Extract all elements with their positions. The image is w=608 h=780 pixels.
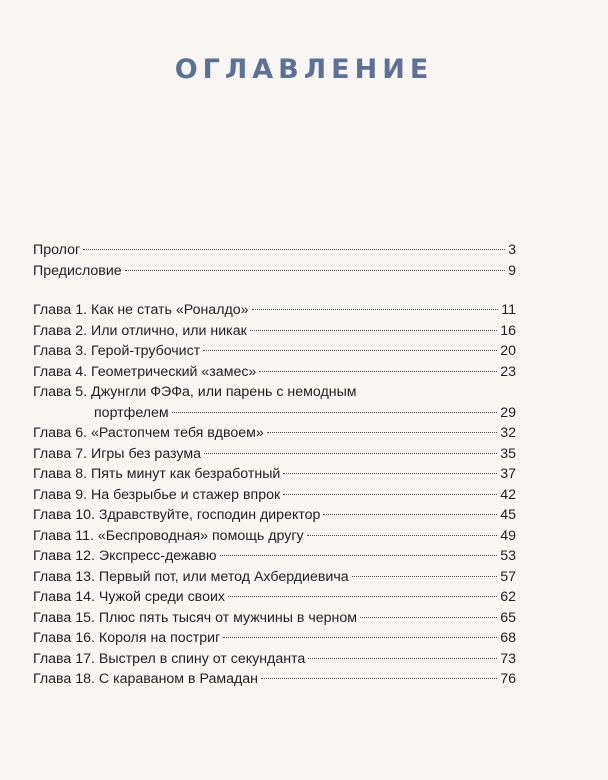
toc-entry-chapter-7[interactable]: [33, 444, 516, 465]
toc-entry-chapter-3[interactable]: [33, 341, 516, 362]
dot-leader: [83, 249, 505, 250]
dot-leader: [308, 658, 497, 659]
toc-entry-chapter-9[interactable]: [33, 485, 516, 506]
toc-entry-label: Глава 4. Геометрический «замес»: [33, 363, 257, 380]
toc-page-number: 29: [500, 404, 516, 421]
toc-entry-label: Глава 2. Или отлично, или никак: [33, 322, 247, 339]
toc-entry-chapter-12[interactable]: [33, 546, 516, 567]
toc-page-number: 11: [501, 302, 516, 318]
toc-entry-chapter-10[interactable]: [33, 505, 516, 526]
toc-entry-label: Глава 17. Выстрел в спину от секунданта: [33, 650, 306, 667]
toc-page-number: 3: [508, 242, 516, 258]
toc-page-number: 76: [500, 671, 516, 687]
toc-entry-chapter-2[interactable]: [33, 321, 516, 342]
toc-entry-preface[interactable]: [33, 261, 516, 282]
toc-entry-chapter-6[interactable]: [33, 423, 516, 444]
toc-entry-label: Глава 7. Игры без разума: [33, 445, 201, 462]
toc-entry-chapter-18[interactable]: [33, 669, 516, 690]
dot-leader: [323, 514, 497, 515]
toc-entry-chapter-16[interactable]: [33, 628, 516, 649]
front-matter-list: [33, 240, 516, 281]
toc-page-number: 23: [500, 363, 516, 380]
toc-entry-label: портфелем: [94, 404, 169, 421]
toc-entry-label: Глава 6. «Растопчем тебя вдвоем»: [33, 425, 264, 441]
toc-entry-label: Глава 18. С караваном в Рамадан: [33, 671, 259, 687]
toc-page-number: 9: [508, 262, 516, 279]
toc-entry-label: Глава 3. Герой-трубочист: [33, 343, 201, 359]
toc-entry-label: Глава 14. Чужой среди своих: [33, 589, 225, 605]
dot-leader: [283, 473, 497, 474]
dot-leader: [172, 412, 498, 413]
toc-entry-label: Глава 12. Экспресс-дежавю: [33, 548, 217, 564]
dot-leader: [283, 494, 497, 495]
toc-page-number: 37: [500, 466, 516, 482]
chapters-list: [33, 300, 516, 690]
toc-entry-chapter-5-continued[interactable]: [33, 403, 516, 424]
toc-entry-label: Глава 11. «Беспроводная» помощь другу: [33, 527, 304, 544]
dot-leader: [223, 637, 497, 638]
toc-page-number: 62: [500, 589, 516, 605]
toc-page-number: 16: [500, 322, 516, 339]
toc-entry-chapter-17[interactable]: [33, 649, 516, 670]
toc-entry-label: Глава 5. Джунгли ФЭФа, или парень с немодным: [33, 384, 357, 400]
toc-entry-label: Глава 8. Пять минут как безработный: [33, 466, 281, 482]
dot-leader: [352, 576, 498, 577]
toc-page-number: 20: [500, 343, 516, 359]
toc-page-number: 42: [500, 486, 516, 503]
toc-entry-chapter-15[interactable]: [33, 608, 516, 629]
toc-page-number: 35: [500, 445, 516, 462]
toc-page-number: 68: [500, 630, 516, 646]
toc-entry-label: Глава 15. Плюс пять тысяч от мужчины в черном: [33, 609, 358, 626]
dot-leader: [204, 453, 497, 454]
dot-leader: [228, 596, 497, 597]
page-title: ОГЛАВЛЕНИЕ: [174, 54, 434, 85]
toc-entry-label: Глава 10. Здравствуйте, господин директор: [33, 507, 321, 523]
dot-leader: [259, 371, 497, 372]
dot-leader: [220, 555, 498, 556]
toc-entry-label: Пролог: [33, 242, 81, 258]
toc-entry-chapter-5[interactable]: [33, 382, 516, 403]
toc-page-number: 73: [500, 650, 516, 667]
toc-entry-chapter-11[interactable]: [33, 526, 516, 547]
toc-entry-prologue[interactable]: [33, 240, 516, 261]
dot-leader: [267, 432, 497, 433]
toc-page-number: 49: [500, 527, 516, 544]
toc-entry-label: Глава 13. Первый пот, или метод Ахбердиевича: [33, 568, 349, 585]
toc-entry-label: Предисловие: [33, 262, 122, 279]
toc-entry-chapter-4[interactable]: [33, 362, 516, 383]
dot-leader: [261, 678, 497, 679]
toc-entry-chapter-13[interactable]: [33, 567, 516, 588]
dot-leader: [203, 350, 497, 351]
toc-entry-chapter-1[interactable]: [33, 300, 516, 321]
toc-page-number: 32: [500, 425, 516, 441]
toc-entry-chapter-14[interactable]: [33, 587, 516, 608]
toc-page-number: 53: [500, 548, 516, 564]
toc-page-number: 45: [500, 507, 516, 523]
dot-leader: [252, 309, 499, 310]
toc-entry-chapter-8[interactable]: [33, 464, 516, 485]
dot-leader: [307, 535, 498, 536]
toc-entry-label: Глава 1. Как не стать «Роналдо»: [33, 302, 249, 318]
toc-entry-label: Глава 16. Короля на постриг: [33, 630, 221, 646]
toc-page-number: 57: [500, 568, 516, 585]
dot-leader: [360, 617, 497, 618]
dot-leader: [125, 270, 505, 271]
dot-leader: [250, 330, 497, 331]
toc-page-number: 65: [500, 609, 516, 626]
toc-entry-label: Глава 9. На безрыбье и стажер впрок: [33, 486, 281, 503]
